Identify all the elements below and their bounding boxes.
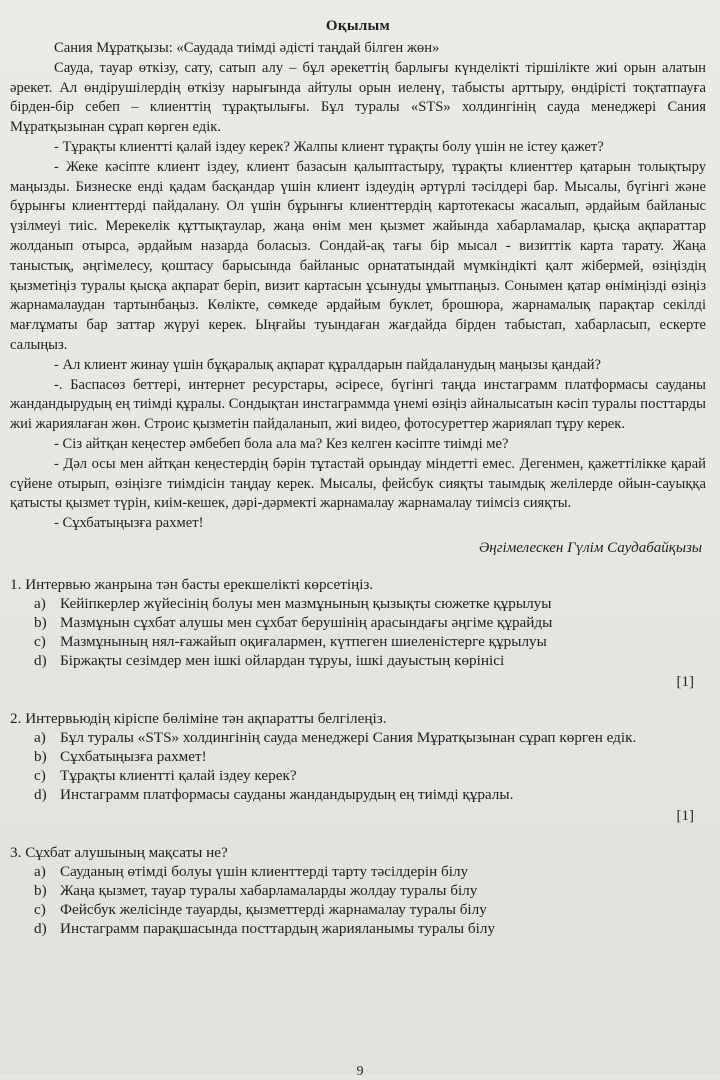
question-text: 2. Интервьюдің кіріспе бөліміне тән ақпаратты белгілеңіз. xyxy=(10,709,387,727)
option-letter: a) xyxy=(34,728,46,746)
option-letter: a) xyxy=(34,594,46,612)
question-paragraph-3: - Сіз айтқан кеңестер әмбебеп бола ала ма? Кез келген кәсіпте тиімді ме? xyxy=(54,435,509,452)
question-text: 3. Сұхбат алушының мақсаты не? xyxy=(10,843,228,861)
option-text: Сауданың өтімді болуы үшін клиенттерді тарту тәсілдерін білу xyxy=(60,862,469,880)
score-mark: [1] xyxy=(676,807,694,824)
option-text: Тұрақты клиентті қалай іздеу керек? xyxy=(60,766,297,784)
option-letter: b) xyxy=(34,747,47,765)
answer-option xyxy=(34,786,706,804)
option-letter: b) xyxy=(34,613,47,631)
answer-option xyxy=(34,595,706,613)
question-paragraph-2: - Ал клиент жинау үшін бұқаралық ақпарат құралдарын пайдаланудың маңызы қандай? xyxy=(54,356,602,373)
option-text: Біржақты сезімдер мен ішкі ойлардан тұруы, ішкі дауыстың көрінісі xyxy=(60,651,505,669)
answer-paragraph-1: - Жеке кәсіпте клиент іздеу, клиент базасын қалыптастыру, тұрақты клиенттер қатарын толықтыру маңызды. Бизнеске енді қадам басқандар үшін клиент іздеудің әртүрлі тәсілдері бар. Мысалы, бүгінгі және бұрынғы клиенттерді пайдалану. Ол үшін бұрынғы клиенттердің картотекасы жасалып, әрдайым байланыс үзілмеуі тиіс. Мерекелік құттықтаулар, жаңа өнім мен қызмет жайында хабарламалар, қысқа ақпараттар жолданып отырса, әрдайым назарда боласыз. Сондай-ақ тағы бір мысал - визиттік карта тарату. Жаңа таныстық, әңгімелесу, қоштасу барысында байланыс орнататындай мүмкіндікті қалт жібермей, өзіңіздің қызметіңіз туралы қысқа ақпарат беріп, визит картасын ұсынуды ұмытпаңыз. Сонымен қатар өніміңізді өзіңіз жарнамалаудан тартынбаңыз. Көлікте, сөмкеде әрдайым буклет, брошюра, жарнамалық парақтар секілді мағлұматы бар заттар жүруі керек. Ыңғайы туындаған жағдайда бірден табыстап, хабарласып, ескерте салыңыз. xyxy=(10,158,706,353)
intro-paragraph: Сауда, тауар өткізу, сату, сатып алу – бұл әрекеттің барлығы күнделікті тіршілікте жиі орын алатын әрекет. Ал өндірушілердің өткізу нарығында айтулы орын иеленү, табысты арттыру, өндірісті тоқтатпауға бірден-бір себеп – клиенттің тұрақтылығы. Бұл туралы «STS» холдингінің сауда менеджері Сания Мұратқызынан сұрап көрген едік. xyxy=(10,59,706,136)
answer-option xyxy=(34,920,706,938)
answer-option xyxy=(34,767,706,785)
answer-option xyxy=(34,614,706,632)
option-text: Инстаграмм парақшасында посттардың жарияланымы туралы білу xyxy=(60,919,496,937)
closing-paragraph: - Сұхбатыңызға рахмет! xyxy=(54,515,204,532)
option-letter: c) xyxy=(34,900,46,918)
author-signature: Әңгімелескен Гүлім Саудабайқызы xyxy=(478,539,702,556)
question-paragraph-1: - Тұрақты клиентті қалай іздеу керек? Жалпы клиент тұрақты болу үшін не істеу қажет? xyxy=(54,138,604,155)
page-number: 9 xyxy=(356,1064,364,1079)
answer-options xyxy=(10,729,706,804)
option-letter: c) xyxy=(34,766,46,784)
answer-option xyxy=(34,882,706,900)
article-headline: Сания Мұратқызы: «Саудада тиімді әдісті таңдай білген жөн» xyxy=(54,40,440,56)
option-letter: c) xyxy=(34,632,46,650)
answer-paragraph-2: -. Баспасөз беттері, интернет ресурстары, әсіресе, бүгінгі таңда инстаграмм платформасы сауданы жандандырудың ең тиімді құралы. Сондықтан инстаграммда үнемі өзіңіз айналысатын кәсіп туралы посттарды жиі жариялаған жөн. Строис қызметін пайдаланып, жиі видео, фотосуреттер жариялап тұру керек. xyxy=(10,376,706,433)
option-text: Бұл туралы «STS» холдингінің сауда менеджері Сания Мұратқызынан сұрап көрген едік. xyxy=(60,728,637,746)
answer-option xyxy=(34,633,706,651)
option-letter: d) xyxy=(34,785,47,803)
answer-option xyxy=(34,748,706,766)
question-1 xyxy=(10,575,706,691)
question-2 xyxy=(10,709,706,825)
option-letter: a) xyxy=(34,862,46,880)
question-3 xyxy=(10,843,706,938)
score-mark: [1] xyxy=(676,673,694,690)
option-letter: d) xyxy=(34,651,47,669)
option-text: Мазмұнын сұхбат алушы мен сұхбат берушінің арасындағы әңгіме құрайды xyxy=(60,613,553,631)
reading-text xyxy=(10,39,706,534)
option-text: Мазмұнының нял-ғажайып оқиғалармен, күтпеген шиеленістерге құрылуы xyxy=(60,632,547,650)
option-text: Кейіпкерлер жүйесінің болуы мен мазмұнының қызықты сюжетке құрылуы xyxy=(60,594,552,612)
option-text: Фейсбук желісінде тауарды, қызметтерді жарнамалау туралы білу xyxy=(60,900,487,918)
question-text: 1. Интервью жанрына тән басты ерекшелікті көрсетіңіз. xyxy=(10,575,374,593)
answer-options xyxy=(10,863,706,938)
option-letter: d) xyxy=(34,919,47,937)
option-text: Инстаграмм платформасы сауданы жандандырудың ең тиімді құралы. xyxy=(60,785,514,803)
answer-option xyxy=(34,729,706,747)
option-text: Сұхбатыңызға рахмет! xyxy=(60,747,207,765)
answer-option xyxy=(34,863,706,881)
answer-option xyxy=(34,652,706,670)
answer-paragraph-3: - Дәл осы мен айтқан кеңестердің бәрін тұтастай орындау міндетті емес. Дегенмен, қажеттілікке қарай сүйене отырып, өзіңізге тиімдісін таңдау керек. Мысалы, фейсбук сияқты таымдық желілерде ойын-сауыққа қатысты қызмет түрін, киім-кешек, дәрі-дәрмекті жарнамалау жарнамалау тиімсіз сияқты. xyxy=(10,455,706,512)
page-title: Оқылым xyxy=(325,18,391,34)
option-text: Жаңа қызмет, тауар туралы хабарламаларды жолдау туралы білу xyxy=(60,881,478,899)
answer-options xyxy=(10,595,706,670)
option-letter: b) xyxy=(34,881,47,899)
answer-option xyxy=(34,901,706,919)
